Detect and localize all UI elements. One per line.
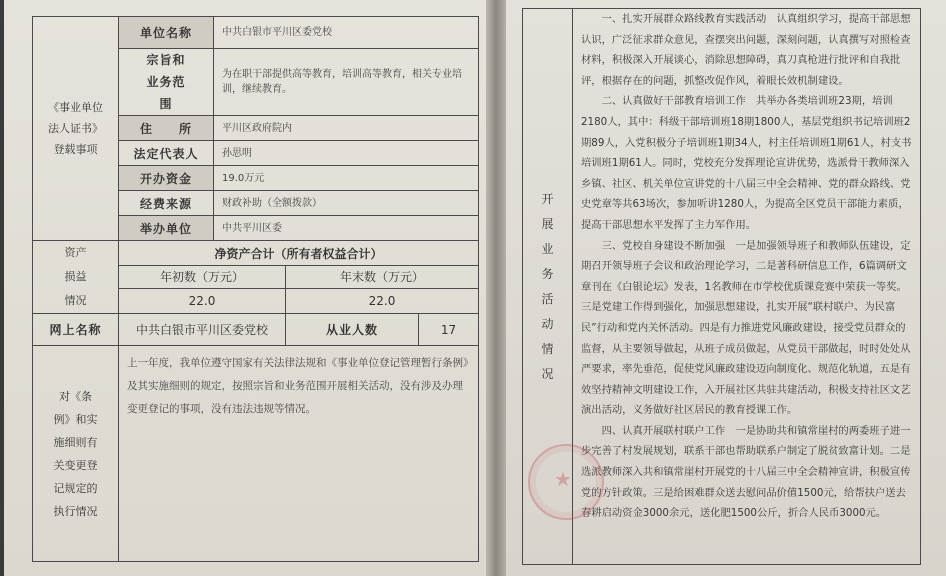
- row-label-capital: 开办资金: [119, 166, 214, 191]
- sponsor-value: 中共平川区委: [214, 216, 479, 241]
- online-name-label: 网上名称: [33, 314, 119, 346]
- row-label-legal-rep: 法定代表人: [119, 141, 214, 166]
- assets-label: 资产损益情况: [33, 241, 119, 314]
- regulation-report: 上一年度，我单位遵守国家有关法律法规和《事业单位登记管理暂行条例》及其实施细则的规定，按照宗旨和业务范围开展相关活动，没有涉及办理变更登记的事项，没有违法违规等情况。: [119, 346, 479, 562]
- official-seal-stamp: [528, 444, 604, 520]
- star-icon: ★: [554, 467, 572, 491]
- unit-name-value: 中共白银市平川区委党校: [214, 17, 479, 49]
- row-label-address: 住 所: [119, 116, 214, 141]
- capital-value: 19.0万元: [214, 166, 479, 191]
- activity-paragraph-4: 四、认真开展联村联户工作 一是协助共和镇常崖村的两委班子进一步完善了村发展规划，联系干部也帮助联系户制定了脱贫致富计划。二是选派教师深入共和镇常崖村开展党的十八届三中全会精神宣讲，积极宣传党的方针政策。三是给困难群众送去慰问品价值1500元，给帮扶户送去春耕启动资金3000余元，送化肥1500公斤，折合人民币3000元。: [581, 424, 911, 520]
- registration-items-label: 《事业单位法人证书》登载事项: [33, 17, 119, 241]
- activity-paragraph-2: 二、认真做好干部教育培训工作 共举办各类培训班23期，培训2180人，其中：科级干部培训班18期1800人，基层党组织书记培训班2期89人，入党积极分子培训班1期34人，村主任培训班1期61人，村支书培训班1期61人。同时，党校充分发挥理论宣讲优势，选派骨干教师深入乡镇、社区、机关单位宣讲党的十八届三中全会精神、党的群众路线、党史党章等共63场次，参加听讲1280人，为提高全区党员干部能力素质，提高干部思想水平发挥了主力军作用。: [581, 95, 912, 231]
- registration-table: [32, 16, 479, 562]
- business-activities-content: [573, 9, 921, 565]
- start-year-value: 22.0: [119, 288, 286, 313]
- activity-paragraph-3: 三、党校自身建设不断加强 一是加强领导班子和教师队伍建设，定期召开领导班子会议和政治理论学习，二是著科研信息工作，6篇调研文章刊在《白银论坛》发表，1名教师在市学校优质课竞赛中荣获一等奖。三是党建工作得到强化，加强思想建设，扎实开展“联村联户、为民富民”行动和党内关怀活动。四是有力推进党风廉政建设，接受党员群众的监督，从主要领导做起，从班子成员做起，从党员干部做起，时时处处从严要求，率先垂范，促使党风廉政建设迈向制度化、规范化轨道，五是有效坚持精神文明建设工作，入开展社区共驻共建活动，积极支持社区文艺演出活动，义务做好社区居民的教育授课工作。: [581, 239, 911, 417]
- staff-count-label: 从业人数: [286, 314, 419, 346]
- row-label-purpose: 宗旨和业务范围: [119, 49, 214, 116]
- row-label-sponsor: 举办单位: [119, 216, 214, 241]
- online-name-value: 中共白银市平川区委党校: [119, 314, 286, 346]
- row-label-unit-name: 单位名称: [119, 17, 214, 49]
- activity-paragraph-1: 一、扎实开展群众路线教育实践活动 认真组织学习，提高干部思想认识，广泛征求群众意见，查摆突出问题，深刻问题，认真撰写对照检查材料，积极深入开展谈心，消除思想障碍，真刀真枪进行批评和自我批评，根据存在的问题，抓整改促作风，着眼长效机制建设。: [581, 13, 911, 87]
- funding-value: 财政补助（全额拨款）: [214, 191, 479, 216]
- staff-count-value: 17: [419, 314, 479, 346]
- business-activities-label: 开展业务活动情况: [523, 9, 573, 565]
- start-year-label: 年初数（万元）: [119, 266, 286, 289]
- address-value: 平川区政府院内: [214, 116, 479, 141]
- end-year-value: 22.0: [286, 288, 479, 313]
- regulation-label: 对《条例》和实施细则有关变更登记规定的执行情况: [33, 346, 119, 562]
- book-gutter: [486, 0, 508, 576]
- row-label-funding: 经费来源: [119, 191, 214, 216]
- legal-rep-value: 孙思明: [214, 141, 479, 166]
- net-assets-header: 净资产合计（所有者权益合计）: [119, 241, 479, 266]
- purpose-value: 为在职干部提供高等教育，培训高等教育，相关专业培训，继续教育。: [214, 49, 479, 116]
- end-year-label: 年末数（万元）: [286, 266, 479, 289]
